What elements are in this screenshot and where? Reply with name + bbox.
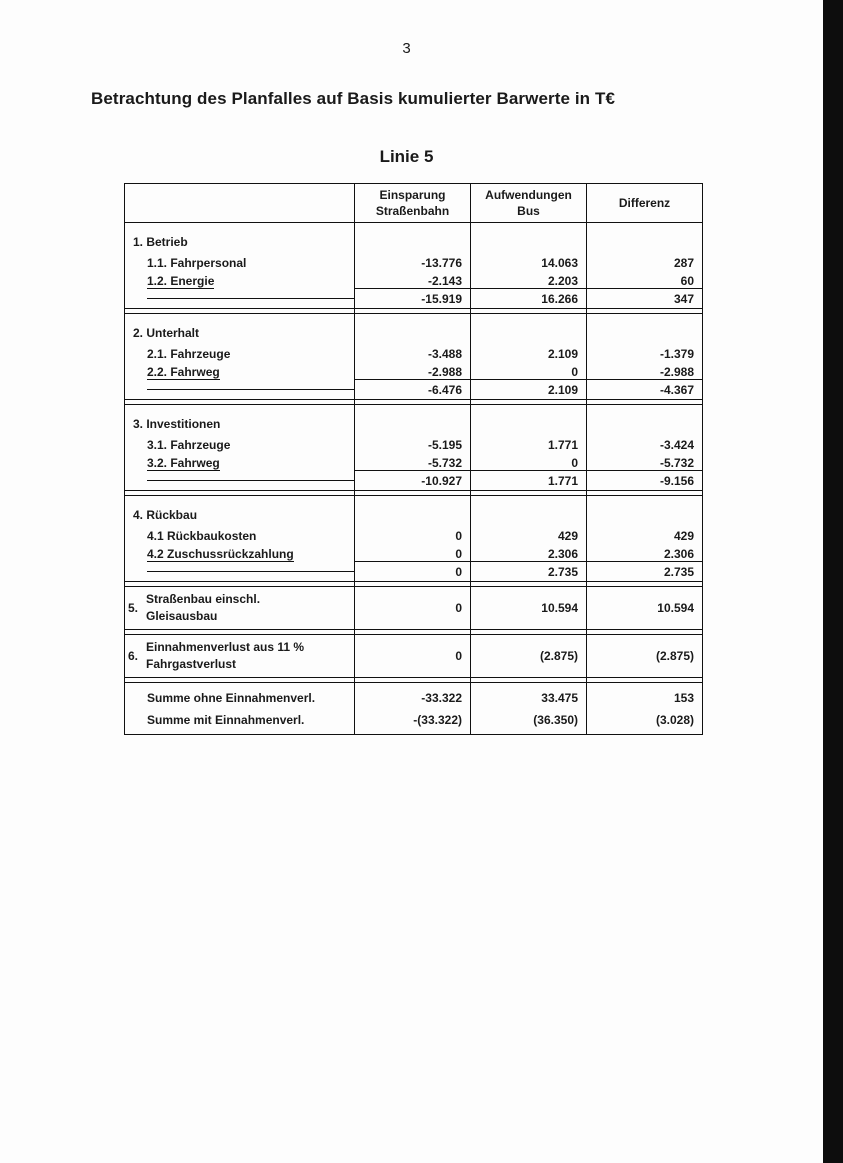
sum-mit-einsparung: -(33.322) [355,709,471,735]
row-einnahmenverlust-line2: Fahrgastverlust [146,657,237,671]
subtotal-rule [147,571,354,572]
cell-aufwendungen: 1.771 [471,432,587,452]
table-row [125,452,703,471]
row-einnahmenverlust-differenz: (2.875) [587,635,703,678]
table-row [125,361,703,380]
row-label-cell [125,432,355,452]
table-header-row [125,184,703,223]
row-strassenbau-differenz: 10.594 [587,587,703,630]
cell-einsparung: 0 [355,523,471,543]
row-label: 1.1. Fahrpersonal [147,256,247,270]
cell-differenz: -1.379 [587,341,703,361]
table-row [125,543,703,562]
row-label: 2.2. Fahrweg [147,364,220,379]
subtotal-aufwendungen: 1.771 [471,471,587,491]
table-row [125,270,703,289]
cell-einsparung: -5.732 [355,452,471,471]
table-row [125,250,703,270]
subtotal-label-cell [125,471,355,491]
row-einnahmenverlust-einsparung: 0 [355,635,471,678]
subtotal-einsparung: -10.927 [355,471,471,491]
cell-aufwendungen: 14.063 [471,250,587,270]
row-label: 4.1 Rückbaukosten [147,529,257,543]
row-label: 3.2. Fahrweg [147,455,220,470]
row-label-cell [125,270,355,289]
cell-aufwendungen: 429 [471,523,587,543]
row-einnahmenverlust-label [125,635,355,678]
row-strassenbau [125,587,703,630]
cell-aufwendungen: 2.203 [471,270,587,289]
cell-differenz: -2.988 [587,361,703,380]
row-strassenbau-line2: Gleisausbau [146,609,218,623]
header-aufwendungen-line1: Aufwendungen [485,188,572,202]
subtotal-einsparung: -6.476 [355,380,471,400]
row-label-cell [125,543,355,562]
group-header-row [125,223,703,251]
subtotal-label-cell [125,289,355,309]
group-title: 1. Betrieb [125,223,355,251]
header-einsparung-line1: Einsparung [379,188,446,202]
subtotal-aufwendungen: 2.735 [471,562,587,582]
cell-differenz: 2.306 [587,543,703,562]
cell-einsparung: -13.776 [355,250,471,270]
row-label: 4.2 Zuschussrückzahlung [147,546,294,561]
sum-ohne-differenz: 153 [587,683,703,710]
group-header-row [125,314,703,342]
header-aufwendungen [471,184,587,223]
row-einnahmenverlust-line1: Einnahmenverlust aus 11 % [146,640,305,654]
header-einsparung-line2: Straßenbahn [375,204,450,218]
cell-aufwendungen: 0 [471,452,587,471]
sum-ohne-einsparung: -33.322 [355,683,471,710]
row-label-cell [125,523,355,543]
header-einsparung [355,184,471,223]
subtotal-rule [147,298,354,299]
header-empty [125,184,355,223]
row-strassenbau-label [125,587,355,630]
subtotal-differenz: 2.735 [587,562,703,582]
subtotal-label-cell [125,380,355,400]
page-title: Betrachtung des Planfalles auf Basis kumulierter Barwerte in T€ [91,89,616,108]
sum-ohne-aufwendungen: 33.475 [471,683,587,710]
row-label: 1.2. Energie [147,273,215,288]
group-title: 2. Unterhalt [125,314,355,342]
scan-edge [823,0,843,1163]
row-strassenbau-number: 5. [128,601,139,615]
sum-mit-label: Summe mit Einnahmenverl. [125,709,355,735]
cell-einsparung: 0 [355,543,471,562]
row-label: 3.1. Fahrzeuge [147,438,231,452]
row-label-cell [125,361,355,380]
subtotal-differenz: -4.367 [587,380,703,400]
subtotal-aufwendungen: 16.266 [471,289,587,309]
table-subtitle: Linie 5 [379,147,434,166]
table-row [125,523,703,543]
cell-einsparung: -5.195 [355,432,471,452]
row-label-cell [125,250,355,270]
subtotal-einsparung: -15.919 [355,289,471,309]
subtotal-differenz: 347 [587,289,703,309]
cell-differenz: 60 [587,270,703,289]
row-strassenbau-einsparung: 0 [355,587,471,630]
sum-ohne-label: Summe ohne Einnahmenverl. [125,683,355,710]
subtotal-rule [147,480,354,481]
row-strassenbau-line1: Straßenbau einschl. [146,592,261,606]
cell-differenz: 287 [587,250,703,270]
subtotal-label-cell [125,562,355,582]
subtotal-differenz: -9.156 [587,471,703,491]
page-number: 3 [402,40,411,57]
row-einnahmenverlust [125,635,703,678]
row-label-cell [125,341,355,361]
cell-einsparung: -2.143 [355,270,471,289]
row-einnahmenverlust-aufwendungen: (2.875) [471,635,587,678]
subtotal-aufwendungen: 2.109 [471,380,587,400]
table-row [125,341,703,361]
cell-differenz: -3.424 [587,432,703,452]
row-label: 2.1. Fahrzeuge [147,347,231,361]
sum-row-mit [125,709,703,735]
group-header-row [125,405,703,433]
subtotal-row [125,471,703,491]
header-differenz: Differenz [587,184,703,223]
table-row [125,432,703,452]
cell-einsparung: -2.988 [355,361,471,380]
subtotal-row [125,562,703,582]
cell-aufwendungen: 0 [471,361,587,380]
subtotal-rule [147,389,354,390]
row-strassenbau-aufwendungen: 10.594 [471,587,587,630]
cell-differenz: 429 [587,523,703,543]
cell-aufwendungen: 2.109 [471,341,587,361]
group-header-row [125,496,703,524]
subtotal-row [125,289,703,309]
subtotal-row [125,380,703,400]
row-einnahmenverlust-number: 6. [128,649,139,663]
cost-comparison-table [124,183,703,735]
row-label-cell [125,452,355,471]
group-title: 4. Rückbau [125,496,355,524]
cell-differenz: -5.732 [587,452,703,471]
group-title: 3. Investitionen [125,405,355,433]
cell-aufwendungen: 2.306 [471,543,587,562]
sum-mit-differenz: (3.028) [587,709,703,735]
sum-mit-aufwendungen: (36.350) [471,709,587,735]
sum-row-ohne [125,683,703,710]
subtotal-einsparung: 0 [355,562,471,582]
cell-einsparung: -3.488 [355,341,471,361]
header-aufwendungen-line2: Bus [517,204,540,218]
